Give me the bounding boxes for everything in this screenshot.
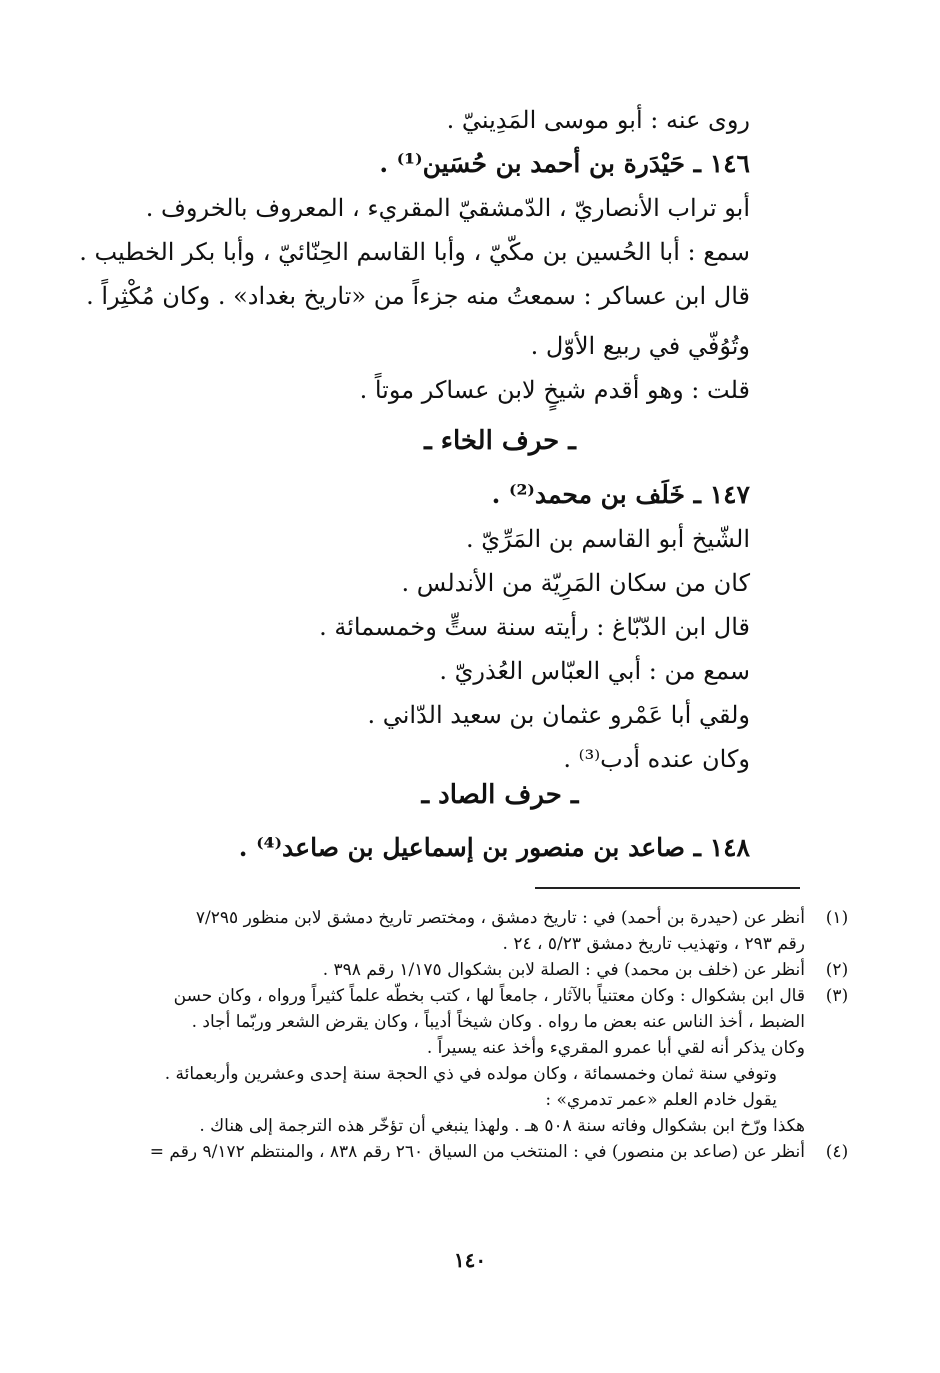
footnote-number: (٣): [825, 986, 849, 1006]
footnote-2: [60, 957, 849, 983]
footnote-line: قال ابن بشكوال : وكان معتنياً بالآثار ، جامعاً لها ، كتب بخطّه علماً كثيراً ورواه ، وكان حسن: [173, 986, 805, 1006]
footnote-separator: [535, 887, 800, 889]
footnote-number: (٢): [825, 960, 849, 980]
body-line: سمع : أبا الحُسين بن مكّيّ ، وأبا القاسم الحِنّائيّ ، وأبا بكر الخطيب .: [79, 238, 750, 266]
body-line: الشّيخ أبو القاسم بن المَرِّيّ .: [466, 525, 750, 553]
footnote-line: هكذا ورّخ ابن بشكوال وفاته سنة ٥٠٨ هـ . ولهذا ينبغي أن تؤخّر هذه الترجمة إلى هناك .: [199, 1116, 805, 1136]
footnote-number: (١): [825, 908, 849, 928]
entry-148-title: ١٤٨ ـ صاعد بن منصور بن إسماعيل بن صاعد⁽⁴⁾ .: [238, 833, 750, 862]
footnote-line: أنظر عن (خلف بن محمد) في : الصلة لابن بشكوال ١/١٧٥ رقم ٣٩٨ .: [322, 960, 805, 980]
heading-kha-text: ـ حرف الخاء ـ: [424, 426, 576, 456]
footnote-number: (٤): [825, 1142, 849, 1162]
section-heading-sad: [0, 766, 940, 824]
page-number: ١٤٠: [453, 1248, 487, 1272]
body-line: أبو تراب الأنصاريّ ، الدّمشقيّ المقريء ، المعروف بالخروف .: [145, 194, 750, 222]
footnote-line: وتوفي سنة ثمان وخمسمائة ، وكان مولده في ذي الحجة سنة إحدى وعشرين وأربعمائة .: [164, 1064, 777, 1084]
body-line: كان من سكان المَرِيّة من الأندلس .: [401, 569, 750, 597]
footnote-line: أنظر عن (صاعد بن منصور) في : المنتخب من السياق ٢٦٠ رقم ٨٣٨ ، والمنتظم ٩/١٧٢ رقم =: [149, 1142, 805, 1162]
footnote-line: الضبط ، أخذ الناس عنه بعض ما رواه . وكان شيخاً أديباً ، وكان يقرض الشعر وربّما أجاد .: [191, 1012, 805, 1032]
footnote-3: [60, 983, 849, 1139]
main-text-2: [60, 473, 750, 781]
footnote-1: [60, 905, 849, 957]
footnote-line: أنظر عن (حيدرة بن أحمد) في : تاريخ دمشق ، ومختصر تاريخ دمشق لابن منظور ٧/٢٩٥: [195, 908, 805, 928]
body-line: وكان عنده أدب⁽³⁾ .: [563, 745, 750, 773]
main-text-3: [60, 826, 750, 870]
body-line: قال ابن عساكر : سمعتُ منه جزءاً من «تاريخ بغداد» . وكان مُكْثِراً .: [86, 282, 750, 310]
body-line: قال ابن الدّبّاغ : رأيته سنة ستٍّ وخمسمائة .: [319, 613, 750, 641]
body-line: ولقي أبا عَمْرو عثمان بن سعيد الدّاني .: [367, 701, 750, 729]
body-line: قلت : وهو أقدم شيخٍ لابن عساكر موتاً .: [359, 376, 750, 404]
footnote-4: [60, 1139, 849, 1165]
body-line: سمع من : أبي العبّاس العُذريّ .: [439, 657, 750, 685]
entry-147-title: ١٤٧ ـ خَلَف بن محمد⁽²⁾ .: [491, 480, 750, 509]
footnote-line: وكان يذكر أنه لقي أبا عمرو المقريء وأخذ عنه يسيراً .: [426, 1038, 805, 1058]
footnote-line: يقول خادم العلم «عمر تدمري» :: [545, 1090, 777, 1110]
body-line: وتُوُفّي في ربيع الأوّل .: [530, 332, 750, 360]
footnote-line: رقم ٢٩٣ ، وتهذيب تاريخ دمشق ٥/٢٣ ، ٢٤ .: [502, 934, 805, 954]
section-heading-kha: [0, 412, 940, 470]
main-text: [60, 98, 750, 412]
entry-146-title: ١٤٦ ـ حَيْدَرة بن أحمد بن حُسَين⁽¹⁾ .: [379, 149, 750, 178]
footnotes: [60, 905, 849, 1165]
body-line: روى عنه : أبو موسى المَدِينيّ .: [446, 106, 750, 134]
heading-sad-text: ـ حرف الصاد ـ: [421, 780, 579, 810]
